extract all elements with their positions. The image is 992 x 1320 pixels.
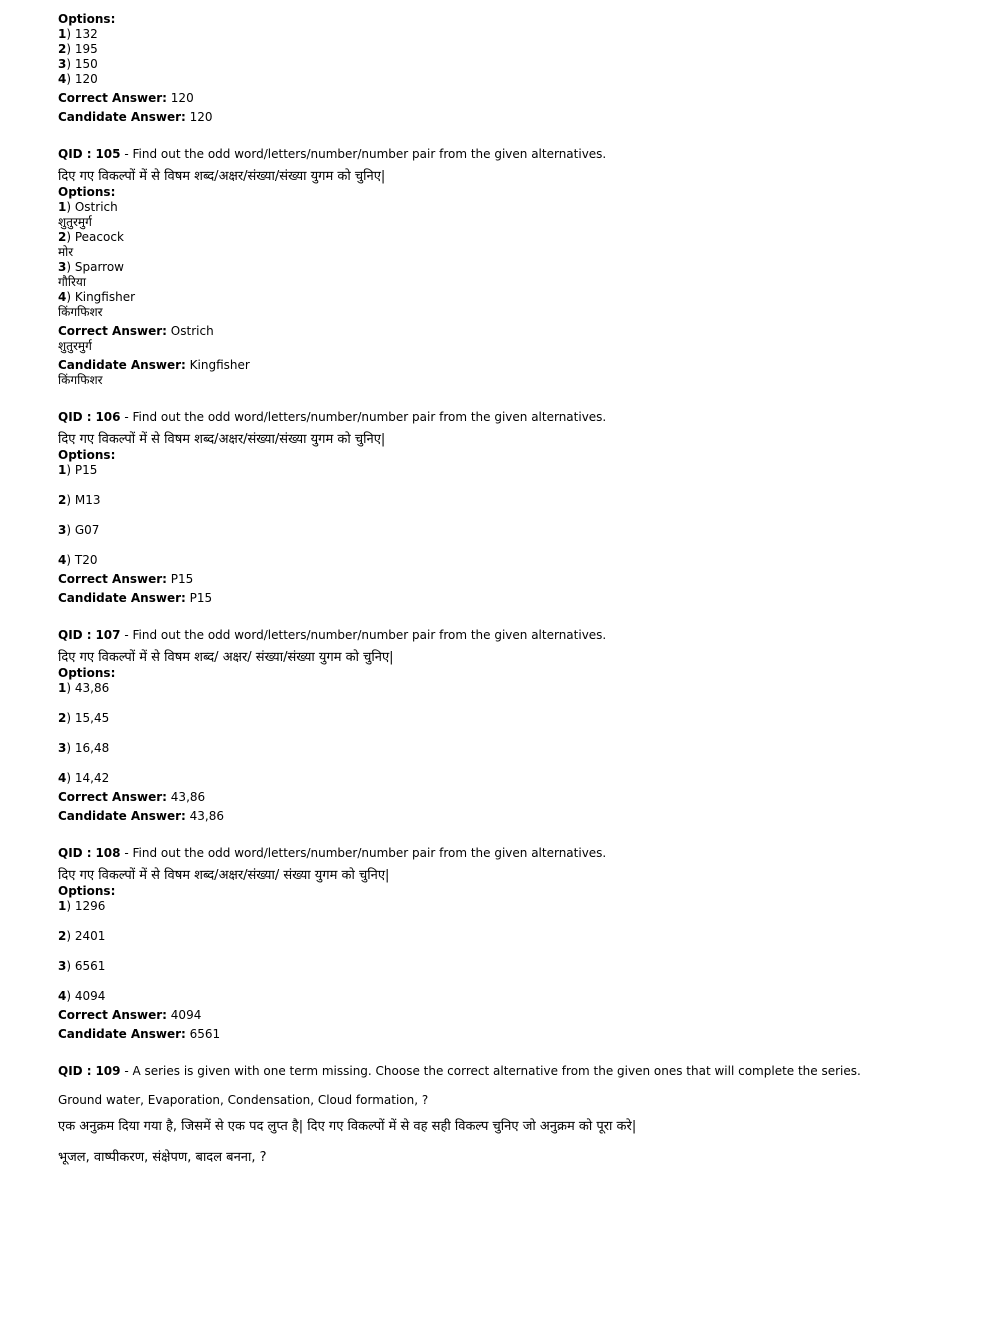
question-text-hindi: दिए गए विकल्पों में से विषम शब्द/अक्षर/संख्या/संख्या युगम को चुनिए|: [58, 169, 386, 184]
candidate-answer-value: 6561: [189, 1027, 221, 1041]
option: 4) 4094: [58, 989, 106, 1003]
question-text: Find out the odd word/letters/number/number pair from the given alternatives.: [132, 846, 607, 860]
separator: -: [120, 628, 133, 642]
question-header: [58, 628, 958, 643]
candidate-answer-hindi: किंगफिशर: [58, 373, 103, 387]
question-text: Find out the odd word/letters/number/number pair from the given alternatives.: [132, 147, 607, 161]
option-text: M13: [74, 493, 101, 507]
option-number: 4: [58, 290, 67, 304]
options-label: Options:: [58, 448, 116, 462]
option-text: G07: [74, 523, 100, 537]
candidate-answer: [58, 110, 958, 125]
separator: -: [120, 1064, 133, 1078]
option: 3) 16,48: [58, 741, 110, 755]
option-text: 2401: [74, 929, 106, 943]
candidate-answer: [58, 809, 958, 824]
question-text: Find out the odd word/letters/number/number pair from the given alternatives.: [132, 628, 607, 642]
option: 2) M13: [58, 493, 101, 507]
option-text: 14,42: [74, 771, 110, 785]
option-hindi: मोर: [58, 245, 74, 259]
qid-label: QID :: [58, 410, 92, 424]
option-number: 4: [58, 989, 67, 1003]
question-109: [58, 1064, 958, 1166]
option-text: 150: [74, 57, 98, 71]
qid-value: 109: [95, 1064, 121, 1078]
option: 2) 2401: [58, 929, 106, 943]
qid-value: 106: [95, 410, 121, 424]
option: 4) 120: [58, 72, 98, 86]
correct-answer: [58, 324, 958, 339]
candidate-answer-value: Kingfisher: [189, 358, 250, 372]
option-number: 3: [58, 741, 67, 755]
question-header: [58, 410, 958, 425]
option: 1) 43,86: [58, 681, 110, 695]
options-label: Options:: [58, 666, 116, 680]
qid-value: 105: [95, 147, 121, 161]
question-text-hindi: दिए गए विकल्पों में से विषम शब्द/अक्षर/संख्या/संख्या युगम को चुनिए|: [58, 432, 386, 447]
correct-answer-label: Correct Answer:: [58, 324, 167, 338]
option-text: Ostrich: [74, 200, 118, 214]
correct-answer-value: 43,86: [170, 790, 206, 804]
candidate-answer: [58, 1027, 958, 1042]
candidate-answer-value: 43,86: [189, 809, 224, 823]
question-text-hindi: दिए गए विकल्पों में से विषम शब्द/ अक्षर/ संख्या/संख्या युगम को चुनिए|: [58, 650, 394, 665]
option-text: T20: [74, 553, 98, 567]
option-number: 3: [58, 523, 67, 537]
qid-label: QID :: [58, 147, 92, 161]
correct-answer-value: P15: [170, 572, 194, 586]
separator: -: [120, 147, 133, 161]
correct-answer: [58, 790, 958, 805]
option: 1) 1296: [58, 899, 106, 913]
correct-answer-value: Ostrich: [170, 324, 214, 338]
option: 3) Sparrow: [58, 260, 124, 274]
option-hindi: गौरिया: [58, 275, 86, 289]
question-text: Find out the odd word/letters/number/number pair from the given alternatives.: [132, 410, 607, 424]
option-number: 3: [58, 959, 67, 973]
option-text: 1296: [74, 899, 106, 913]
candidate-answer-label: Candidate Answer:: [58, 110, 186, 124]
option-number: 1: [58, 463, 67, 477]
question-series-hindi: भूजल, वाष्पीकरण, संक्षेपण, बादल बनना, ?: [58, 1150, 267, 1165]
option-number: 2: [58, 929, 67, 943]
option: 3) 6561: [58, 959, 106, 973]
option-text: Peacock: [74, 230, 124, 244]
option-text: 16,48: [74, 741, 110, 755]
correct-answer-value: 120: [170, 91, 194, 105]
option-number: 2: [58, 711, 67, 725]
option-number: 1: [58, 899, 67, 913]
qid-label: QID :: [58, 1064, 92, 1078]
qid-value: 107: [95, 628, 121, 642]
option-text: P15: [74, 463, 98, 477]
candidate-answer: [58, 358, 958, 373]
option-text: 15,45: [74, 711, 110, 725]
question-104-tail: [58, 12, 958, 125]
question-text: A series is given with one term missing. Choose the correct alternative from the given ones that will complete the series.: [132, 1064, 861, 1078]
correct-answer-label: Correct Answer:: [58, 790, 167, 804]
option-number: 2: [58, 42, 67, 56]
candidate-answer: [58, 591, 958, 606]
option: 3) 150: [58, 57, 98, 71]
option-number: 2: [58, 230, 67, 244]
correct-answer-label: Correct Answer:: [58, 1008, 167, 1022]
correct-answer-label: Correct Answer:: [58, 572, 167, 586]
option-hindi: किंगफिशर: [58, 305, 103, 319]
option: 4) 14,42: [58, 771, 110, 785]
candidate-answer-label: Candidate Answer:: [58, 1027, 186, 1041]
option: 2) Peacock: [58, 230, 124, 244]
option-text: Kingfisher: [74, 290, 136, 304]
option-text: Sparrow: [74, 260, 124, 274]
candidate-answer-value: P15: [189, 591, 213, 605]
options-label: Options:: [58, 884, 116, 898]
option: 4) T20: [58, 553, 98, 567]
option: 1) Ostrich: [58, 200, 118, 214]
option-text: 4094: [74, 989, 106, 1003]
question-paper: [58, 12, 958, 1166]
question-header: [58, 147, 958, 162]
option-number: 1: [58, 200, 67, 214]
correct-answer-hindi: शुतुरमुर्ग: [58, 339, 92, 353]
question-header: [58, 1064, 958, 1079]
options-label: Options:: [58, 12, 116, 26]
option-text: 43,86: [74, 681, 110, 695]
question-header: [58, 846, 958, 861]
question-106: [58, 410, 958, 606]
option-text: 120: [74, 72, 98, 86]
options-label: Options:: [58, 185, 116, 199]
question-text-hindi: एक अनुक्रम दिया गया है, जिसमें से एक पद लुप्त है| दिए गए विकल्पों में से वह सही विकल्प चुनिए जो अनुक्रम को पूरा करे|: [58, 1119, 637, 1134]
qid-label: QID :: [58, 846, 92, 860]
question-108: [58, 846, 958, 1042]
option-number: 1: [58, 27, 67, 41]
correct-answer-value: 4094: [170, 1008, 202, 1022]
correct-answer: [58, 572, 958, 587]
correct-answer-label: Correct Answer:: [58, 91, 167, 105]
option-number: 4: [58, 553, 67, 567]
correct-answer: [58, 91, 958, 106]
candidate-answer-label: Candidate Answer:: [58, 358, 186, 372]
option: 3) G07: [58, 523, 100, 537]
option-number: 1: [58, 681, 67, 695]
candidate-answer-label: Candidate Answer:: [58, 809, 186, 823]
candidate-answer-value: 120: [189, 110, 213, 124]
qid-value: 108: [95, 846, 121, 860]
question-series: Ground water, Evaporation, Condensation, Cloud formation, ?: [58, 1093, 429, 1107]
separator: -: [120, 410, 133, 424]
qid-label: QID :: [58, 628, 92, 642]
option-number: 4: [58, 72, 67, 86]
option-number: 3: [58, 57, 67, 71]
option-text: 195: [74, 42, 98, 56]
option: 2) 195: [58, 42, 98, 56]
option: 2) 15,45: [58, 711, 110, 725]
option: 1) 132: [58, 27, 98, 41]
question-107: [58, 628, 958, 824]
option: 1) P15: [58, 463, 98, 477]
question-105: [58, 147, 958, 388]
option-text: 132: [74, 27, 98, 41]
option: 4) Kingfisher: [58, 290, 136, 304]
correct-answer: [58, 1008, 958, 1023]
question-text-hindi: दिए गए विकल्पों में से विषम शब्द/अक्षर/संख्या/ संख्या युगम को चुनिए|: [58, 868, 390, 883]
candidate-answer-label: Candidate Answer:: [58, 591, 186, 605]
option-hindi: शुतुरमुर्ग: [58, 215, 92, 229]
separator: -: [120, 846, 133, 860]
option-number: 4: [58, 771, 67, 785]
option-number: 3: [58, 260, 67, 274]
option-text: 6561: [74, 959, 106, 973]
option-number: 2: [58, 493, 67, 507]
